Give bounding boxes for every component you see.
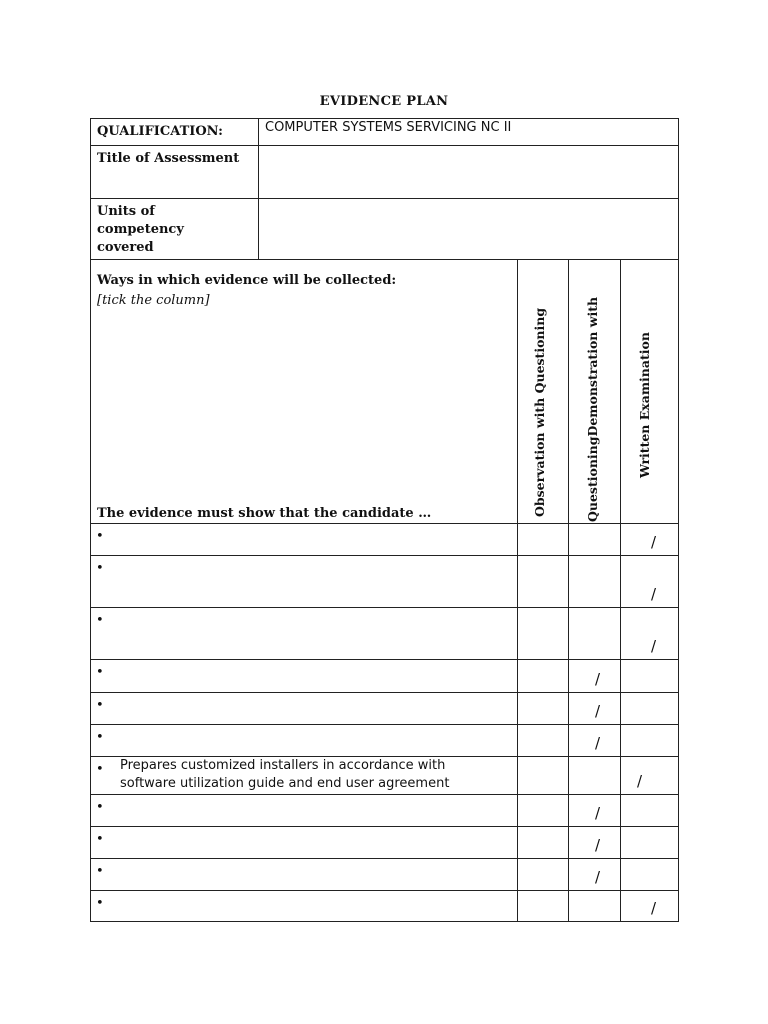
row-text: Prepares customized installers in accordance with [120,758,446,773]
tick-mark: / [595,804,601,822]
row-line [90,523,679,524]
row-line [90,890,679,891]
row-bullet: • [96,613,104,628]
tick-mark: / [595,734,601,752]
row-line [90,794,679,795]
column-line-2 [568,259,569,922]
header-row-line-1 [90,145,679,146]
ways-note: [tick the column] [97,293,210,308]
row-line [90,724,679,725]
evidence-must-label: The evidence must show that the candidate … [97,506,432,521]
tick-mark: / [651,585,657,603]
header-observation: Observation with Questioning [532,307,547,517]
tick-mark: / [595,702,601,720]
row-bullet: • [96,529,104,544]
header-row-line-2 [90,198,679,199]
title-of-assessment-label: Title of Assessment [97,151,240,166]
qualification-label: QUALIFICATION: [97,124,223,139]
row-bullet: • [96,800,104,815]
row-text-line-2: software utilization guide and end user agreement [120,776,450,791]
column-line-3 [620,259,621,922]
row-bullet: • [96,698,104,713]
row-line [90,858,679,859]
tick-mark: / [651,637,657,655]
header-divider [258,118,259,260]
header-demonstration: QuestioningDemonstration with [585,296,600,522]
row-bullet: • [96,762,104,777]
row-line [90,607,679,608]
tick-mark: / [637,772,643,790]
tick-mark: / [651,899,657,917]
row-bullet: • [96,561,104,576]
row-bullet: • [96,896,104,911]
tick-mark: / [595,868,601,886]
row-bullet: • [96,832,104,847]
tick-mark: / [595,670,601,688]
row-line [90,692,679,693]
row-bullet: • [96,864,104,879]
ways-label: Ways in which evidence will be collected: [97,273,397,288]
header-written-exam: Written Examination [637,332,652,478]
tick-mark: / [651,533,657,551]
row-bullet: • [96,730,104,745]
units-of-competency-label: Units of competency covered [97,204,184,255]
row-line [90,555,679,556]
row-line [90,659,679,660]
qualification-value: COMPUTER SYSTEMS SERVICING NC II [265,120,512,135]
row-line [90,826,679,827]
row-bullet: • [96,665,104,680]
tick-mark: / [595,836,601,854]
column-line-1 [517,259,518,922]
page-title: EVIDENCE PLAN [319,94,449,109]
